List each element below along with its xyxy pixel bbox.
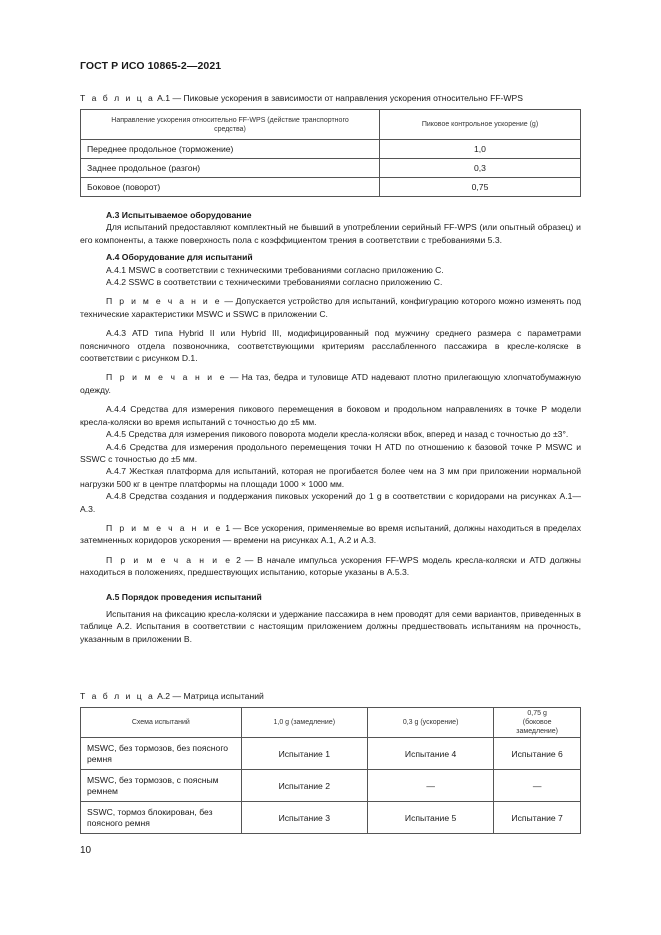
paragraph-a48: А.4.8 Средства создания и поддержания пиковых ускорений до 1 g в соответствии с коридорами на рисунках А.1—А.3. (80, 491, 581, 514)
table2-cell: Испытание 1 (241, 738, 367, 770)
table1-cell-value: 0,3 (380, 159, 581, 178)
paragraph-a46: А.4.6 Средства для измерения продольного перемещения точки Н ATD по отношению к базовой точке Р MSWC и SSWC с точностью до ±5 мм. (80, 441, 581, 464)
table2-header-cell: 1,0 g (замедление) (241, 708, 367, 738)
table-row (81, 738, 581, 770)
table2-scheme-cell: SSWC, тормоз блокирован, без поясного ремня (81, 802, 242, 834)
table1-cell-value: 0,75 (380, 178, 581, 197)
paragraph-a42: А.4.2 SSWC в соответствии с техническими требованиями согласно приложению С. (106, 277, 443, 288)
note-text: — На таз, бедра и туловище ATD надевают плотно прилегающую хлопчатобумажную одежду. (80, 372, 581, 395)
paragraph-a45: А.4.5 Средства для измерения пикового поворота модели кресла-коляски вбок, вперед и назад с точностью до ±3°. (106, 429, 569, 440)
table-row (81, 140, 581, 159)
table1-cell-direction: Боковое (поворот) (81, 178, 380, 197)
section-a4-heading: А.4 Оборудование для испытаний (106, 252, 253, 263)
table1-col1-header: Направление ускорения относительно FF-WPS (действие транспортного средства) (81, 110, 380, 140)
table2-scheme-cell: MSWC, без тормозов, с поясным ремнем (81, 770, 242, 802)
table1-col2-header: Пиковое контрольное ускорение (g) (380, 110, 581, 140)
note-label: П р и м е ч а н и е (106, 554, 233, 565)
section-a3-text: Для испытаний предоставляют комплектный не бывший в употреблении серийный FF-WPS (или опытный образец) и его компоненты, а также поверхность пола с коэффициентом трения в соответствии с требованиями 5.3. (80, 222, 581, 245)
table2-cell: Испытание 3 (241, 802, 367, 834)
table2-header-cell: 0,3 g (ускорение) (367, 708, 493, 738)
table2-cell: Испытание 2 (241, 770, 367, 802)
paragraph-a47: А.4.7 Жесткая платформа для испытаний, которая не прогибается более чем на 3 мм при приложении нормальной нагрузки 500 кг в центре платформы на площади 1000 × 1000 мм. (80, 466, 581, 489)
note-text: — Допускается устройство для испытаний, конфигурацию которого можно изменять под технические характеристики MSWC и SSWC в приложении С. (80, 296, 582, 319)
table2-header-cell: Схема испытаний (81, 708, 242, 738)
note-text: 1 — Все ускорения, применяемые во время испытаний, должны находиться в пределах затемненных коридоров ускорения — времени на рисунках А.1, А.2 и А.3. (80, 522, 581, 546)
page-number: 10 (80, 845, 92, 856)
table1-cell-value: 1,0 (380, 140, 581, 159)
table-row (81, 770, 581, 802)
note-label: П р и м е ч а н и е (106, 522, 223, 533)
table1-header-row (81, 110, 581, 140)
table2-caption-text: А.2 — Матрица испытаний (154, 691, 264, 701)
note-4 (80, 554, 581, 579)
table1-cell-direction: Переднее продольное (торможение) (81, 140, 380, 159)
paragraph-a44: А.4.4 Средства для измерения пикового перемещения в боковом и продольном направлениях в точке Р модели кресла-коляски во время испытаний с точностью до ±5 мм. (80, 404, 581, 427)
note-1 (80, 295, 581, 320)
table-a2 (80, 707, 581, 834)
table2-cell: — (367, 770, 493, 802)
table2-cell: Испытание 6 (494, 738, 581, 770)
table-row (81, 159, 581, 178)
table2-scheme-cell: MSWC, без тормозов, без поясного ремня (81, 738, 242, 770)
table2-cell: — (494, 770, 581, 802)
table-a1 (80, 109, 581, 197)
table1-cell-direction: Заднее продольное (разгон) (81, 159, 380, 178)
table2-cell: Испытание 4 (367, 738, 493, 770)
note-text: 2 — В начале импульса ускорения FF-WPS модель кресла-коляски и ATD должны находиться в положениях, предшествующих испытанию, которые указаны в А.5.3. (80, 554, 581, 578)
table2-cell: Испытание 7 (494, 802, 581, 834)
paragraph-a41: А.4.1 MSWC в соответствии с техническими требованиями согласно приложению С. (106, 264, 444, 275)
note-label: П р и м е ч а н и е (106, 296, 222, 307)
table2-header-row (81, 708, 581, 738)
note-label: П р и м е ч а н и е (106, 372, 227, 383)
table1-caption-label: Т а б л и ц а (80, 93, 155, 103)
table-row (81, 802, 581, 834)
document-header: ГОСТ Р ИСО 10865-2—2021 (80, 60, 222, 72)
table-row (81, 178, 581, 197)
table2-caption (80, 691, 264, 701)
section-a3-heading: А.3 Испытываемое оборудование (106, 210, 252, 220)
table2-header-cell: 0,75 g (боковое замедление) (494, 708, 581, 738)
body-text (80, 209, 581, 645)
note-3 (80, 522, 581, 547)
table1-caption (80, 93, 523, 103)
section-a5-heading: А.5 Порядок проведения испытаний (106, 591, 262, 602)
section-a5-text: Испытания на фиксацию кресла-коляски и удержание пассажира в нем проводят для семи вариантов, приведенных в таблице А.2. Испытания в соответствии с настоящим приложением должны предшествовать испытаниям на прочность, указанным в приложении В. (80, 608, 581, 644)
paragraph-a43: А.4.3 ATD типа Hybrid II или Hybrid III, модифицированный под мужчину среднего размера с параметрами поясничного отдела позвоночника, соответствующими критериям расслабленного пассажира в кресле-коляске в соответствии с рисунком D.1. (80, 328, 581, 364)
table1-caption-text: А.1 — Пиковые ускорения в зависимости от направления ускорения относительно FF-WPS (154, 93, 524, 103)
note-2 (80, 371, 581, 396)
table2-caption-label: Т а б л и ц а (80, 691, 155, 701)
table2-cell: Испытание 5 (367, 802, 493, 834)
